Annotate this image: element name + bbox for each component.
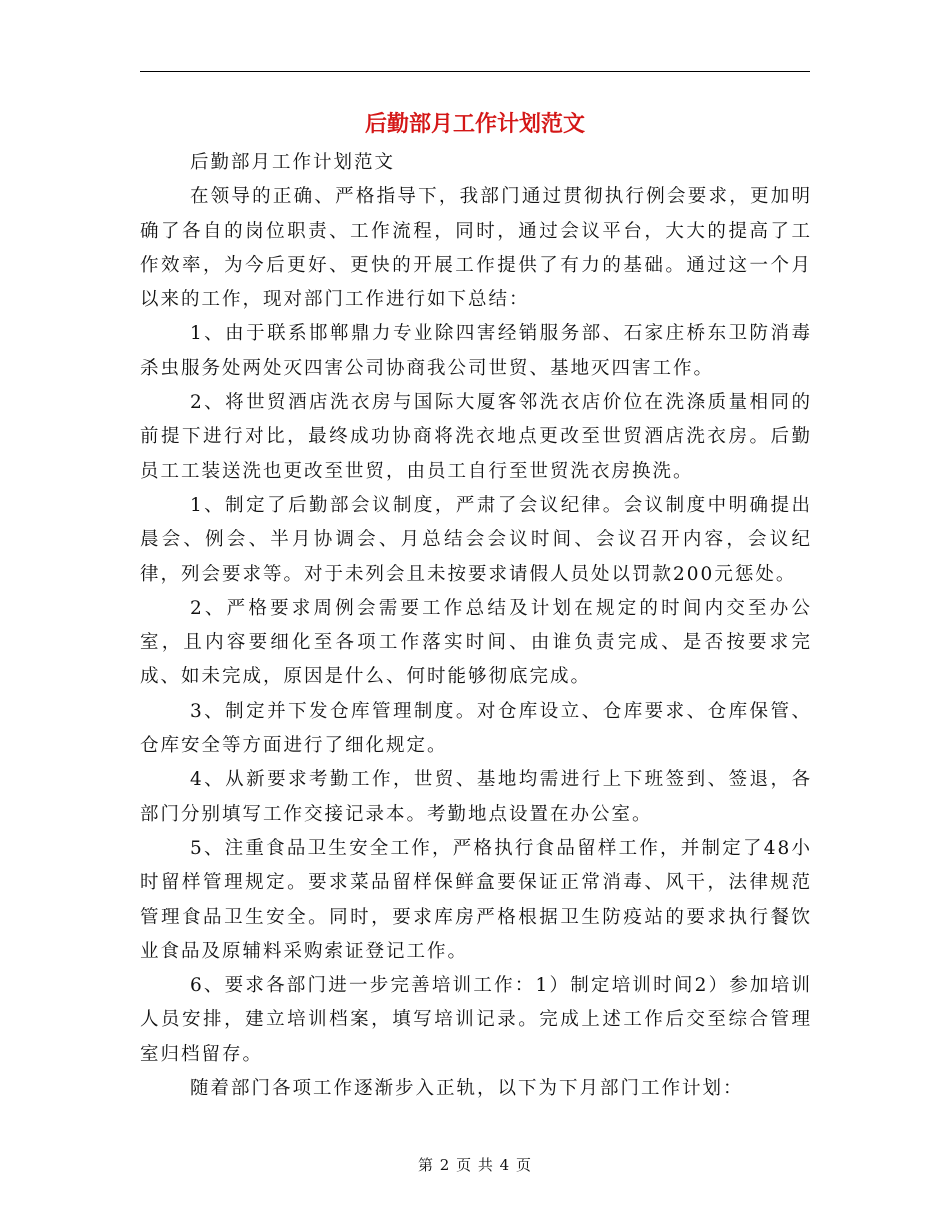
paragraph-item: 5、注重食品卫生安全工作，严格执行食品留样工作，并制定了48小时留样管理规定。要求菜品留样保鲜盒要保证正常消毒、风干，法律规范管理食品卫生安全。同时，要求库房严格根据卫生防疫站的要求执行餐饮业食品及原辅料采购索证登记工作。 [140,837,812,962]
paragraph-item: 2、将世贸酒店洗衣房与国际大厦客邻洗衣店价位在洗涤质量相同的前提下进行对比，最终成功协商将洗衣地点更改至世贸酒店洗衣房。后勤员工工装送洗也更改至世贸，由员工自行至世贸洗衣房换洗。 [140,392,812,482]
paragraph-item: 6、要求各部门进一步完善培训工作：1）制定培训时间2）参加培训人员安排，建立培训档案，填写培训记录。完成上述工作后交至综合管理室归档留存。 [140,975,812,1065]
document-title: 后勤部月工作计划范文 [364,111,585,137]
paragraph-subtitle: 后勤部月工作计划范文 [189,152,395,173]
header-rule [140,71,810,72]
paragraph-item: 1、由于联系邯郸鼎力专业除四害经销服务部、石家庄桥东卫防消毒杀虫服务处两处灭四害公司协商我公司世贸、基地灭四害工作。 [140,323,812,379]
paragraph-item: 1、制定了后勤部会议制度，严肃了会议纪律。会议制度中明确提出晨会、例会、半月协调会、月总结会会议时间、会议召开内容，会议纪律，列会要求等。对于未列会且未按要求请假人员处以罚款200元惩处。 [140,494,812,585]
document-body [140,146,812,1106]
paragraph-item: 3、制定并下发仓库管理制度。对仓库设立、仓库要求、仓库保管、仓库安全等方面进行了细化规定。 [140,700,812,757]
paragraph-closing: 随着部门各项工作逐渐步入正轨，以下为下月部门工作计划： [189,1078,744,1100]
page-number-footer: 第 2 页 共 4 页 [418,1156,532,1174]
paragraph-item: 2、严格要求周例会需要工作总结及计划在规定的时间内交至办公室，且内容要细化至各项工作落实时间、由谁负责完成、是否按要求完成、如未完成，原因是什么、何时能够彻底完成。 [140,597,812,688]
paragraph-item: 4、从新要求考勤工作，世贸、基地均需进行上下班签到、签退，各部门分别填写工作交接记录本。考勤地点设置在办公室。 [140,769,812,825]
paragraph-intro: 在领导的正确、严格指导下，我部门通过贯彻执行例会要求，更加明确了各自的岗位职责、工作流程，同时，通过会议平台，大大的提高了工作效率，为今后更好、更快的开展工作提供了有力的基础。通过这一个月以来的工作，现对部门工作进行如下总结： [140,186,812,311]
